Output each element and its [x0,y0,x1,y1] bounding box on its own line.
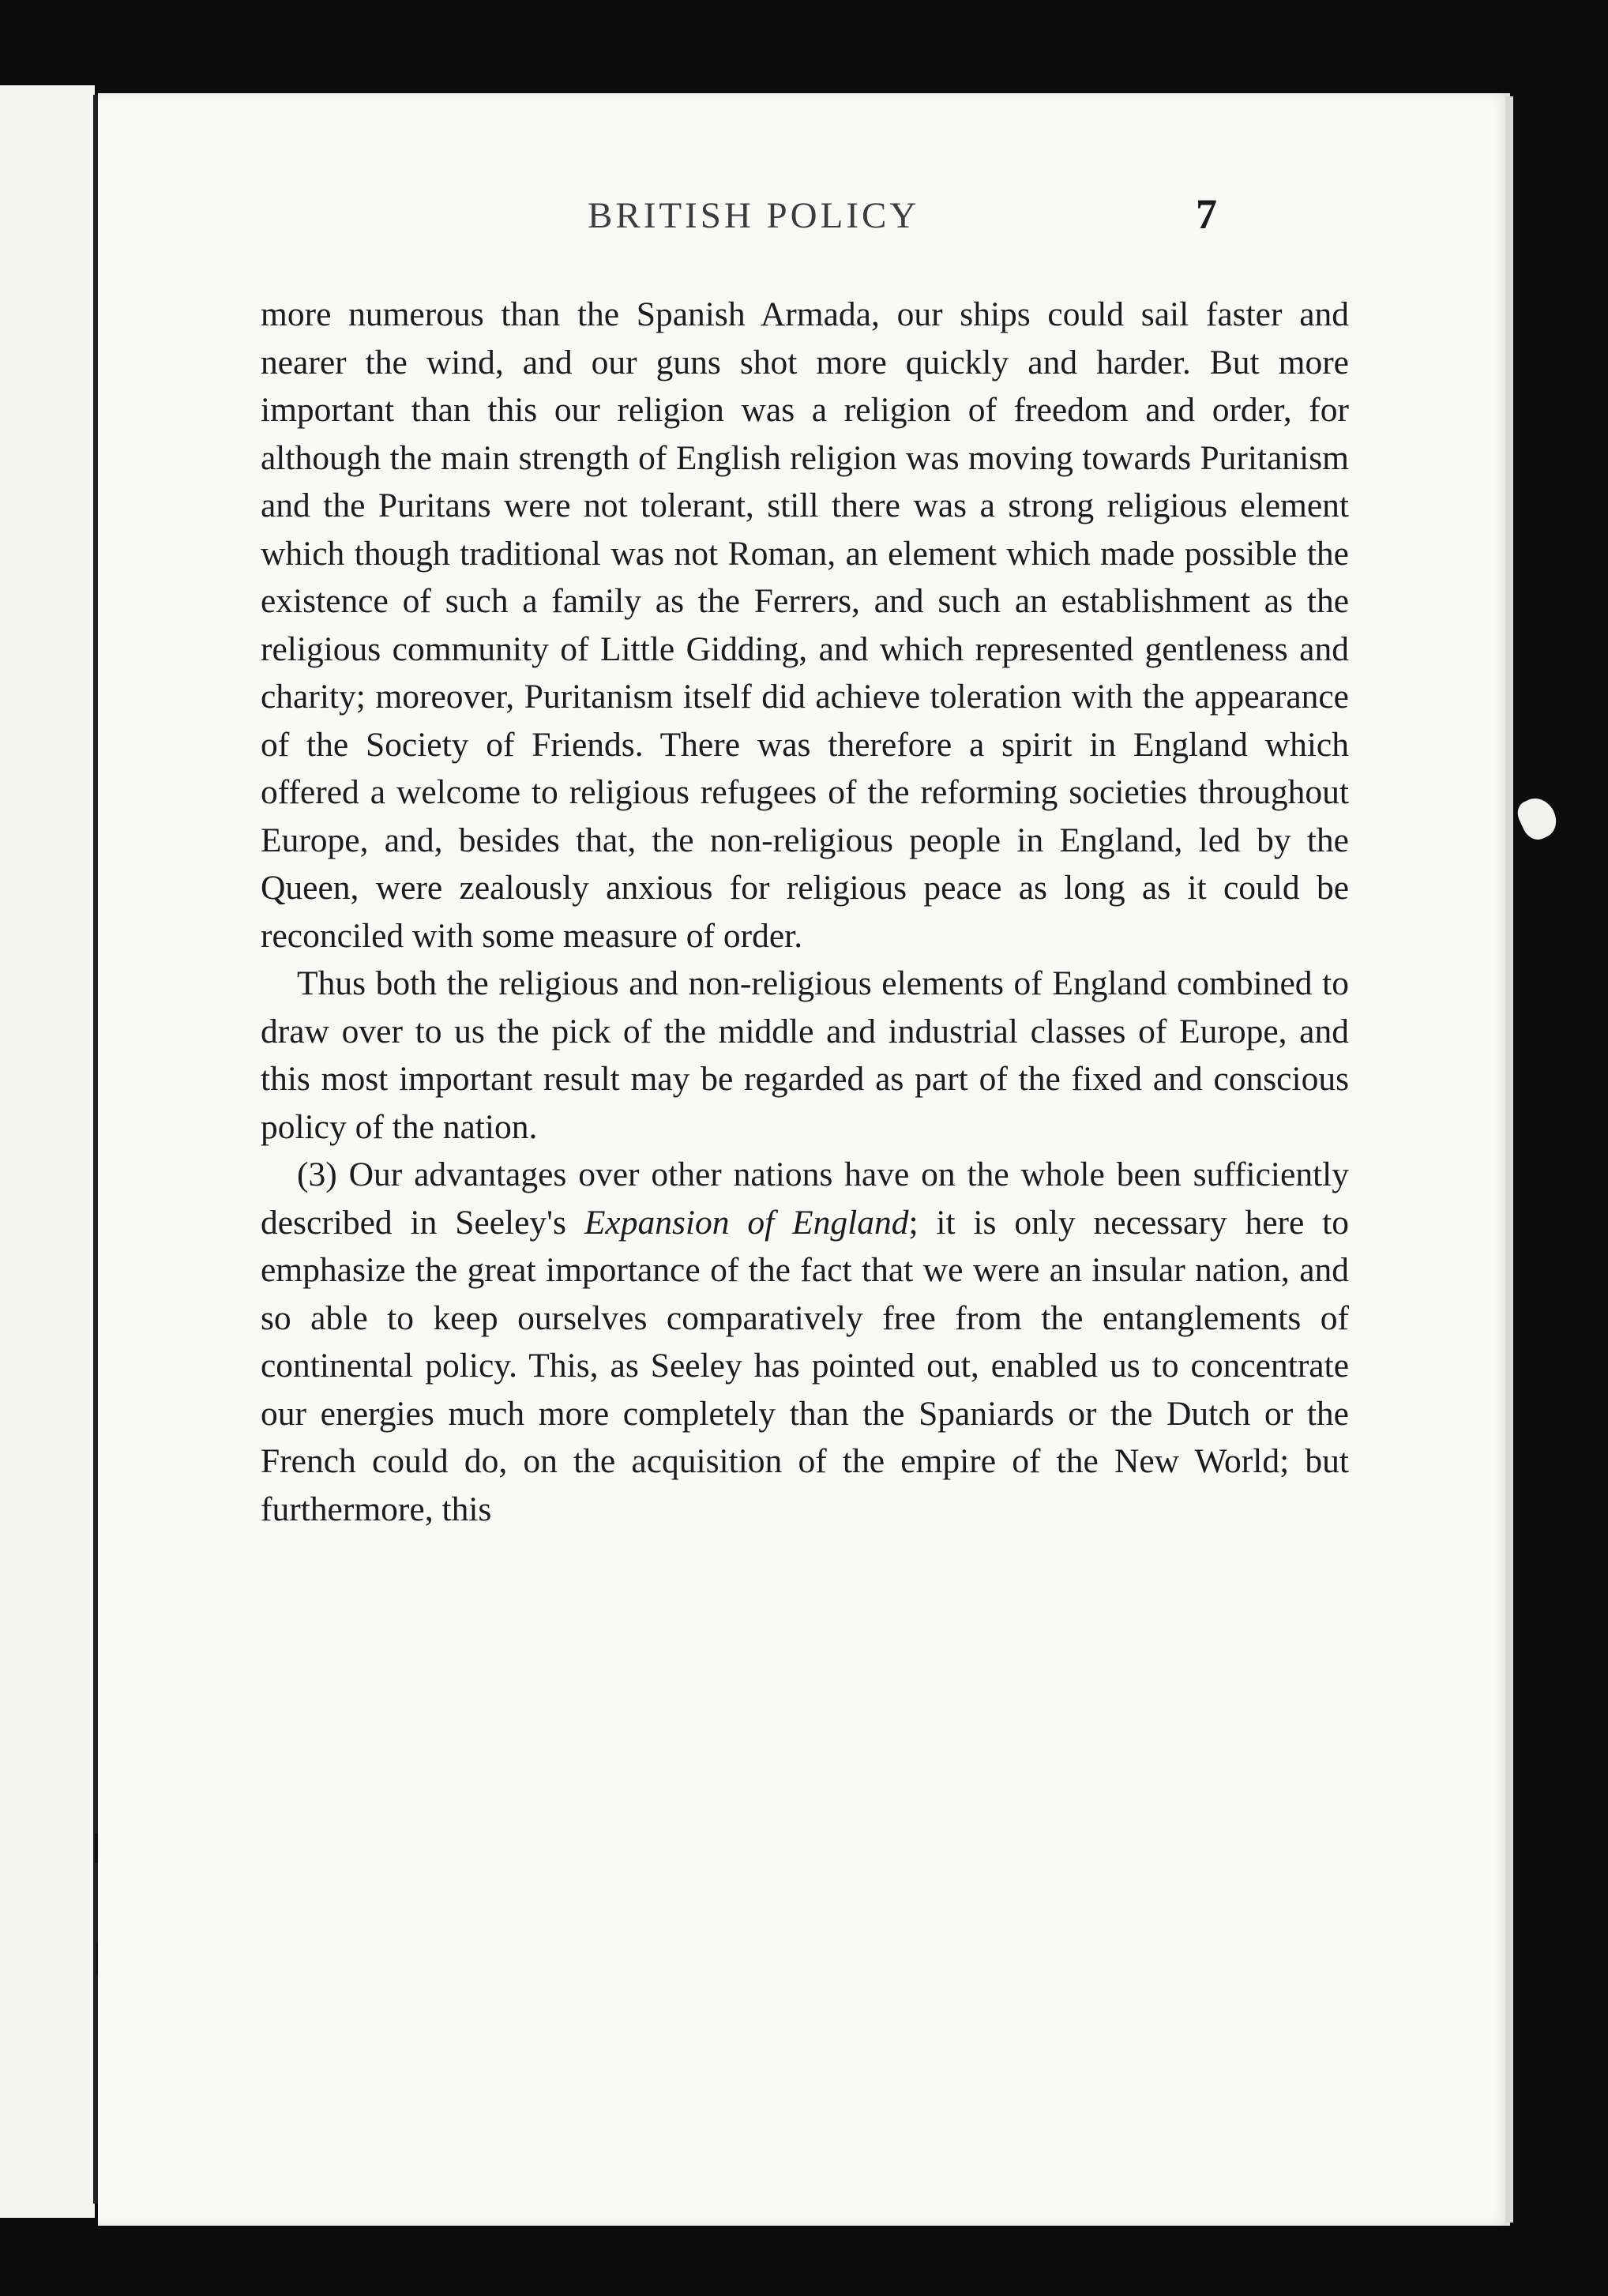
book-title-italic: Expansion of England [584,1203,909,1242]
page-right-edge [1505,96,1513,2223]
paragraph-2: Thus both the religious and non-religious elements of England combined to draw over to us the pick of the middle and industrial classes of Europe, and this most important result may be regarded as part of the fixed and conscious policy of the nation. [261,964,1349,1146]
page-number: 7 [1196,190,1217,238]
paragraph-3-text-end: ; it is only necessary here to emphasize the great importance of the fact that we were an insular nation, and so able to keep ourselves comparatively free from the entanglements of continental policy. This, as Seeley has pointed out, enabled us to concentrate our energies much more completely than the Spaniards or the Dutch or the French could do, on the acquisition of the empire of the New World; but furthermore, this [261,1203,1350,1528]
paragraph-1: more numerous than the Spanish Armada, our ships could sail faster and nearer the wind, and our guns shot more quickly and harder. But more important than this our religion was a religion of freedom and order, for although the main strength of English religion was moving towards Puritanism and the Puritans were not tolerant, still there was a strong religious element which though traditional was not Roman, an element which made possible the existence of such a family as the Ferrers, and such an establishment as the religious community of Little Gidding, and which represented gentleness and charity; moreover, Puritanism itself did achieve toleration with the appearance of the Society of Friends. There was therefore a spirit in England which offered a welcome to religious refugees of the reforming societies throughout Europe, and, besides that, the non-religious people in England, led by the Queen, were zealously anxious for religious peace as long as it could be reconciled with some measure of order. [261,295,1349,955]
paragraph-3 [261,1151,1349,1533]
previous-page-edge [0,85,95,2218]
running-title: BRITISH POLICY [588,195,920,236]
paragraph-3-text-start: (3) Our advantages over other nations have on the whole been sufficiently described in Seeley's [261,1156,1349,1242]
body-text [261,291,1349,1533]
scan-artifact [1513,792,1562,844]
book-page [98,93,1510,2226]
